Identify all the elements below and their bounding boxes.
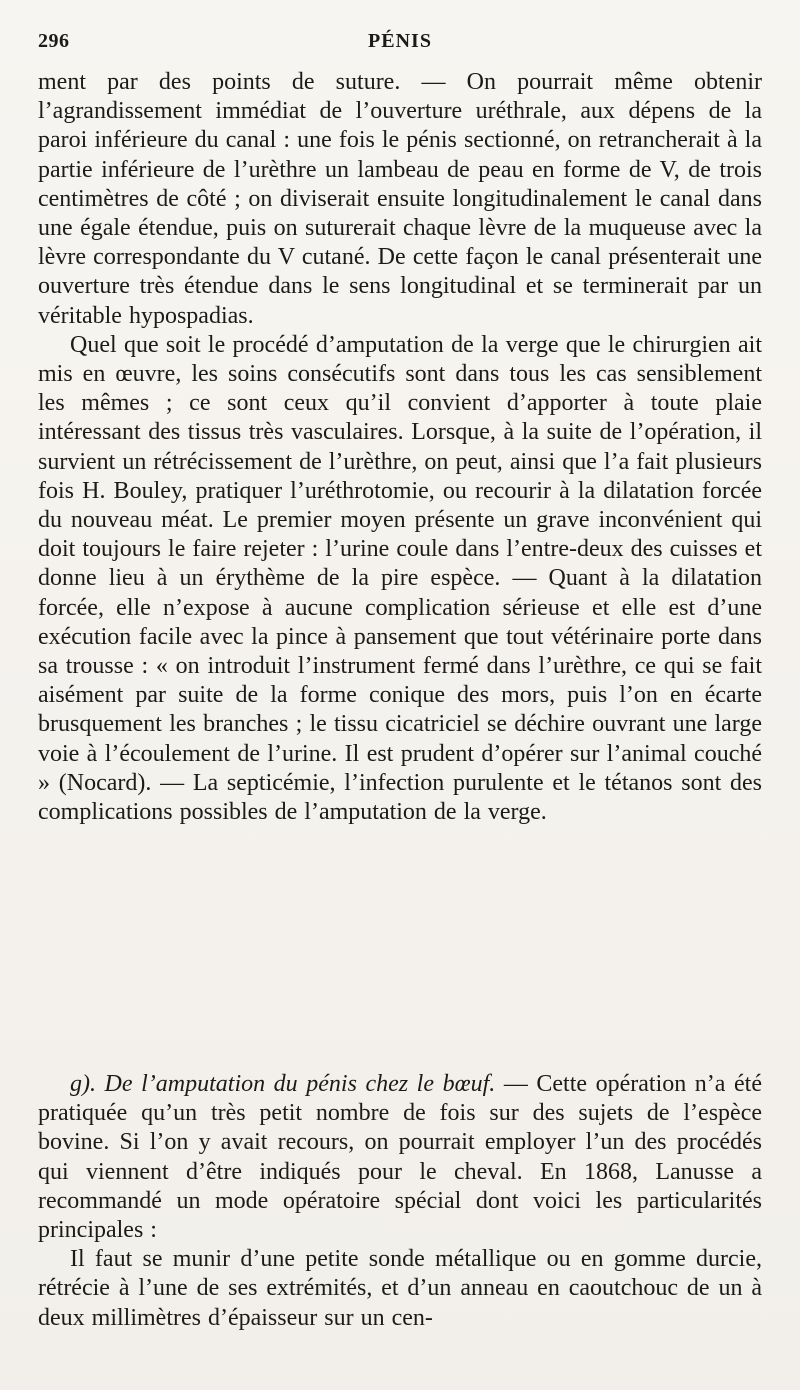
page-number: 296 xyxy=(38,30,70,52)
section-title: g). De l’amputation du pénis chez le bœuf. xyxy=(70,1071,496,1097)
paragraph-aftercare: Quel que soit le procédé d’amputation de la verge que le chirurgien ait mis en œuvre, les soins consécutifs sont dans tous les cas sensiblement les mêmes ; ce sont ceux qu’il convient d’apporter à toute plaie intéressant des tissus très vasculaires. Lorsque, à la suite de l’opération, il survient un rétrécissement de l’urèthre, on peut, ainsi que l’a fait plusieurs fois H. Bouley, pratiquer l’uréthrotomie, ou recourir à la dilatation forcée du nouveau méat. Le premier moyen présente un grave inconvénient qui doit toujours le faire rejeter : l’urine coule dans l’entre-deux des cuisses et donne lieu à un érythème de la pire espèce. — Quant à la dilatation forcée, elle n’expose à aucune complication sérieuse et elle est d’une exécution facile avec la pince à pansement que tout vétérinaire porte dans sa trousse : « on introduit l’instrument fermé dans l’urèthre, ce qui se fait aisément par suite de la forme conique des mors, puis l’on en écarte brusquement les branches ; le tissu cicatriciel se déchire ouvrant une large voie à l’écoulement de l’urine. Il est prudent d’opérer sur l’animal couché » (Nocard). — La septicémie, l’infection purulente et le tétanos sont des complications possibles de l’amputation de la verge. xyxy=(38,331,762,826)
paragraph-ox-amputation xyxy=(38,1070,762,1245)
paragraph-ox-text: — Cette opération n’a été pratiquée qu’un très petit nombre de fois sur des sujets de l’espèce bovine. Si l’on y avait recours, on pourrait employer l’un des procédés qui viennent d’être indiqués pour le cheval. En 1868, Lanusse a recommandé un mode opératoire spécial dont voici les particularités principales : xyxy=(38,1071,762,1244)
running-title: PÉNIS xyxy=(368,30,432,52)
page-header xyxy=(38,30,762,60)
body-text-lower xyxy=(38,1070,762,1333)
body-text-upper xyxy=(38,68,762,827)
paragraph-continuation: ment par des points de suture. — On pourrait même obtenir l’agrandissement immédiat de l’ouverture uréthrale, aux dépens de la paroi inférieure du canal : une fois le pénis sectionné, on retrancherait à la partie inférieure de l’urèthre un lambeau de peau en forme de V, de trois centimètres de côté ; on diviserait ensuite longitudinalement le canal dans une égale étendue, puis on suturerait chaque lèvre de la muqueuse avec la lèvre correspondante du V cutané. De cette façon le canal présenterait une ouverture très étendue dans le sens longitudinal et se terminerait par un véritable hypospadias. xyxy=(38,69,762,329)
paragraph-instruments: Il faut se munir d’une petite sonde métallique ou en gomme durcie, rétrécie à l’une de ses extrémités, et d’un anneau en caoutchouc de un à deux millimètres d’épaisseur sur un cen- xyxy=(38,1246,762,1331)
